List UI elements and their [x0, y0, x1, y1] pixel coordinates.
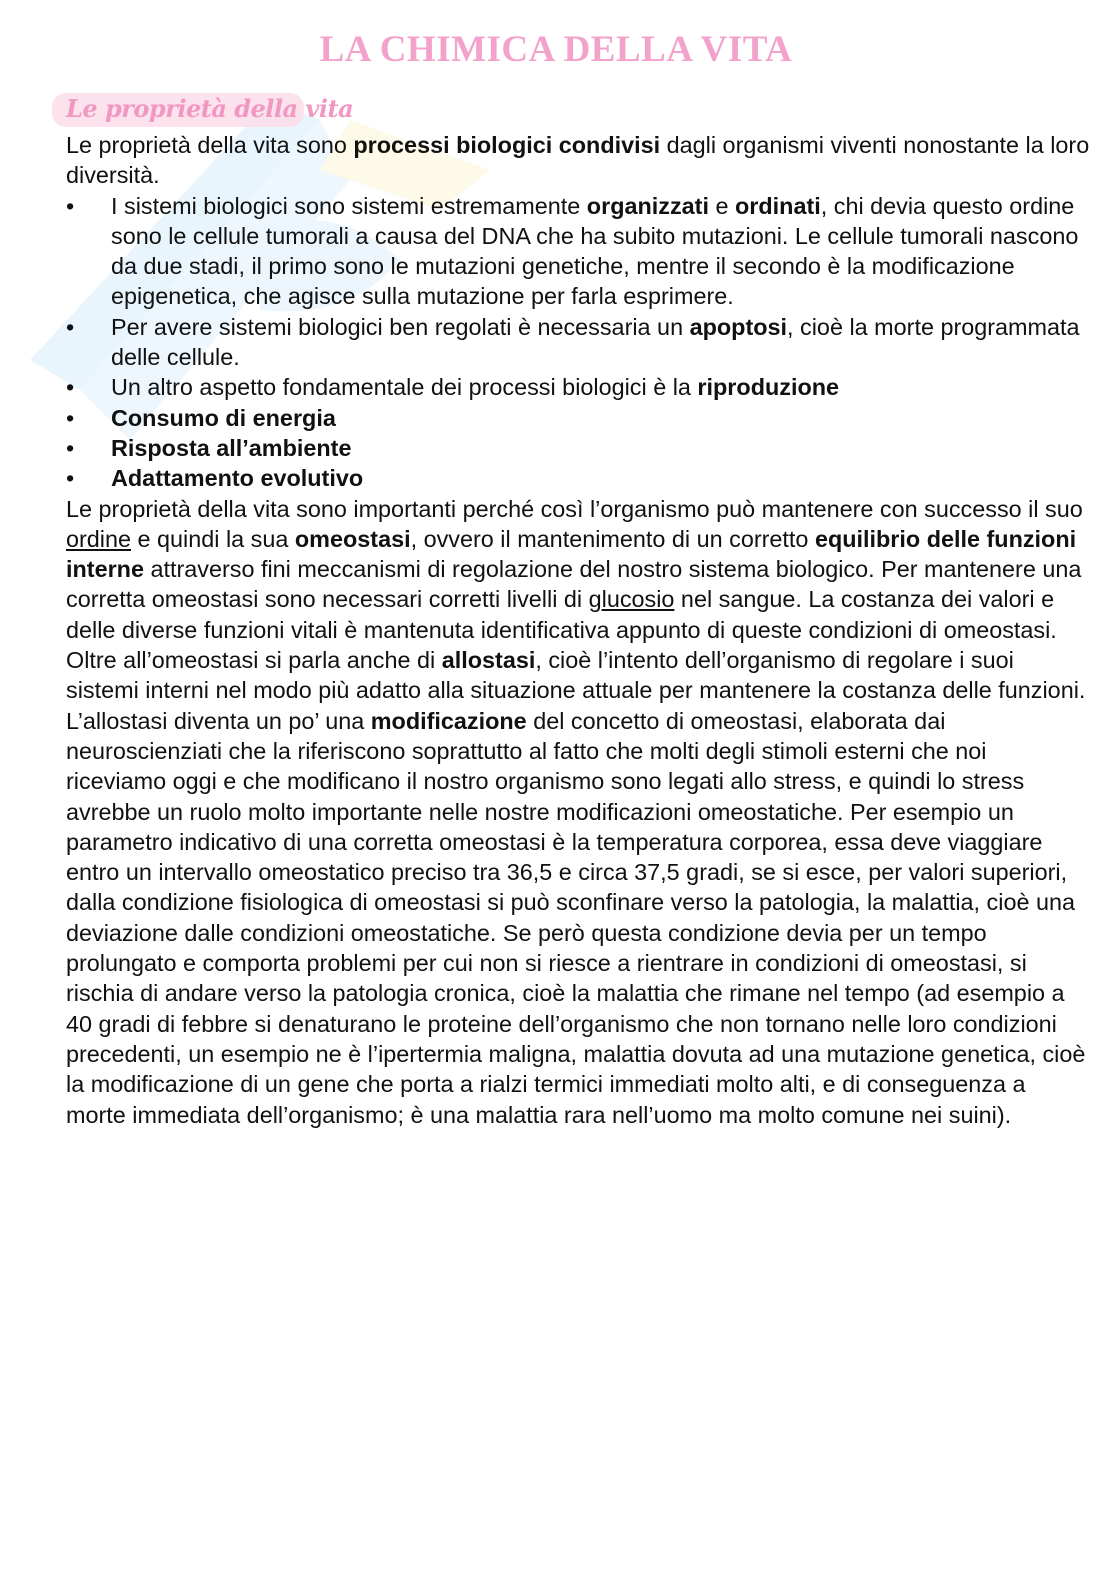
list-item: [66, 372, 1091, 402]
list-item-bold: Adattamento evolutivo: [111, 465, 364, 492]
paragraph-text: nel sangue. La costanza dei valori e delle diverse funzioni vitali è mantenuta identificativa appunto di queste condizioni di omeostasi.: [66, 586, 1057, 643]
paragraph-text: e quindi la sua: [131, 525, 295, 552]
list-item-text: Per avere sistemi biologici ben regolati è necessaria un: [111, 313, 690, 340]
list-item-text: , chi devia questo ordine sono le cellule tumorali a causa del DNA che ha subito mutazioni. Le cellule tumorali nascono da due stadi, il primo sono le mutazioni genetiche, mentre il secondo è la modificazione epigenetica, che agisce sulla mutazione per farla esprimere.: [111, 192, 1079, 310]
bold-text: modificazione: [370, 707, 527, 734]
list-item-text: Un altro aspetto fondamentale dei processi biologici è la: [111, 374, 698, 401]
paragraph-text: , ovvero il mantenimento di un corretto: [410, 525, 815, 552]
list-item-bold: Risposta all’ambiente: [111, 434, 352, 461]
intro-text: Le proprietà della vita sono: [66, 132, 354, 158]
list-item: [66, 312, 1091, 373]
list-item-text: , cioè la morte programmata delle cellule.: [111, 313, 1080, 371]
list-item: [66, 403, 1091, 433]
intro-bold: processi biologici condivisi: [353, 132, 661, 158]
paragraph-text: Oltre all’omeostasi si parla anche di: [66, 647, 442, 674]
section-header: [52, 93, 353, 123]
page-title: LA CHIMICA DELLA VITA: [319, 29, 793, 70]
bold-text: equilibrio delle funzioni interne: [66, 525, 1077, 583]
list-item-bold: ordinati: [734, 192, 821, 219]
properties-list: [66, 191, 1091, 494]
paragraph-text: , cioè l’intento dell’organismo di regolare i suoi sistemi interni nel modo più adatto alla situazione attuale per mantenere la costanza delle funzioni. L’allostasi diventa un po’ una: [66, 647, 1086, 734]
list-item-bold: apoptosi: [689, 313, 788, 340]
underlined-text: ordine: [66, 525, 132, 552]
omeostasi-paragraph: [66, 494, 1091, 645]
list-item-bold: riproduzione: [697, 374, 840, 401]
list-item: [66, 463, 1091, 493]
document-body: [66, 130, 1091, 1130]
bold-text: allostasi: [441, 647, 536, 674]
underlined-text: glucosio: [588, 586, 675, 613]
list-item-text: I sistemi biologici sono sistemi estremamente: [111, 192, 587, 219]
intro-paragraph: [66, 130, 1091, 191]
list-item-bold: organizzati: [586, 192, 709, 219]
paragraph-text: attraverso fini meccanismi di regolazione del nostro sistema biologico. Per mantenere una corretta omeostasi sono necessari corretti livelli di: [66, 556, 1082, 613]
list-item-text: e: [708, 192, 735, 219]
list-item-bold: Consumo di energia: [111, 404, 336, 431]
paragraph-text: del concetto di omeostasi, elaborata dai neuroscienziati che la riferiscono soprattutto al fatto che molti degli stimoli esterni che noi riceviamo oggi e che modificano il nostro organismo sono legati allo stress, e quindi lo stress avrebbe un ruolo molto importante nelle nostre modificazioni omeostatiche. Per esempio un parametro indicativo di una corretta omeostasi è la temperatura corporea, essa deve viaggiare entro un intervallo omeostatico preciso tra 36,5 e circa 37,5 gradi, se si esce, per valori superiori, dalla condizione fisiologica di omeostasi si può sconfinare verso la patologia, la malattia, cioè una deviazione dalle condizioni omeostatiche. Se però questa condizione devia per un tempo prolungato e comporta problemi per cui non si riesce a rientrare in condizioni di omeostasi, si rischia di andare verso la patologia cronica, cioè la malattia che rimane nel tempo (ad esempio a 40 gradi di febbre si denaturano le proteine dell’organismo che non tornano nelle loro condizioni precedenti, un esempio ne è l’ipertermia maligna, malattia dovuta ad una mutazione genetica, cioè la modificazione di un gene che porta a rialzi termici immediati molto alti, e di conseguenza a morte immediata dell’organismo; è una malattia rara nell’uomo ma molto comune nei suini).: [66, 707, 1086, 1128]
intro-text: dagli organismi viventi nonostante la loro diversità.: [66, 132, 1090, 189]
allostasi-paragraph: [66, 645, 1091, 1130]
paragraph-text: Le proprietà della vita sono importanti perché così l’organismo può mantenere con successo il suo: [66, 495, 1083, 522]
list-item: [66, 191, 1091, 312]
section-title: Le proprietà della vita: [66, 94, 354, 123]
list-item: [66, 433, 1091, 463]
bold-text: omeostasi: [294, 525, 411, 552]
